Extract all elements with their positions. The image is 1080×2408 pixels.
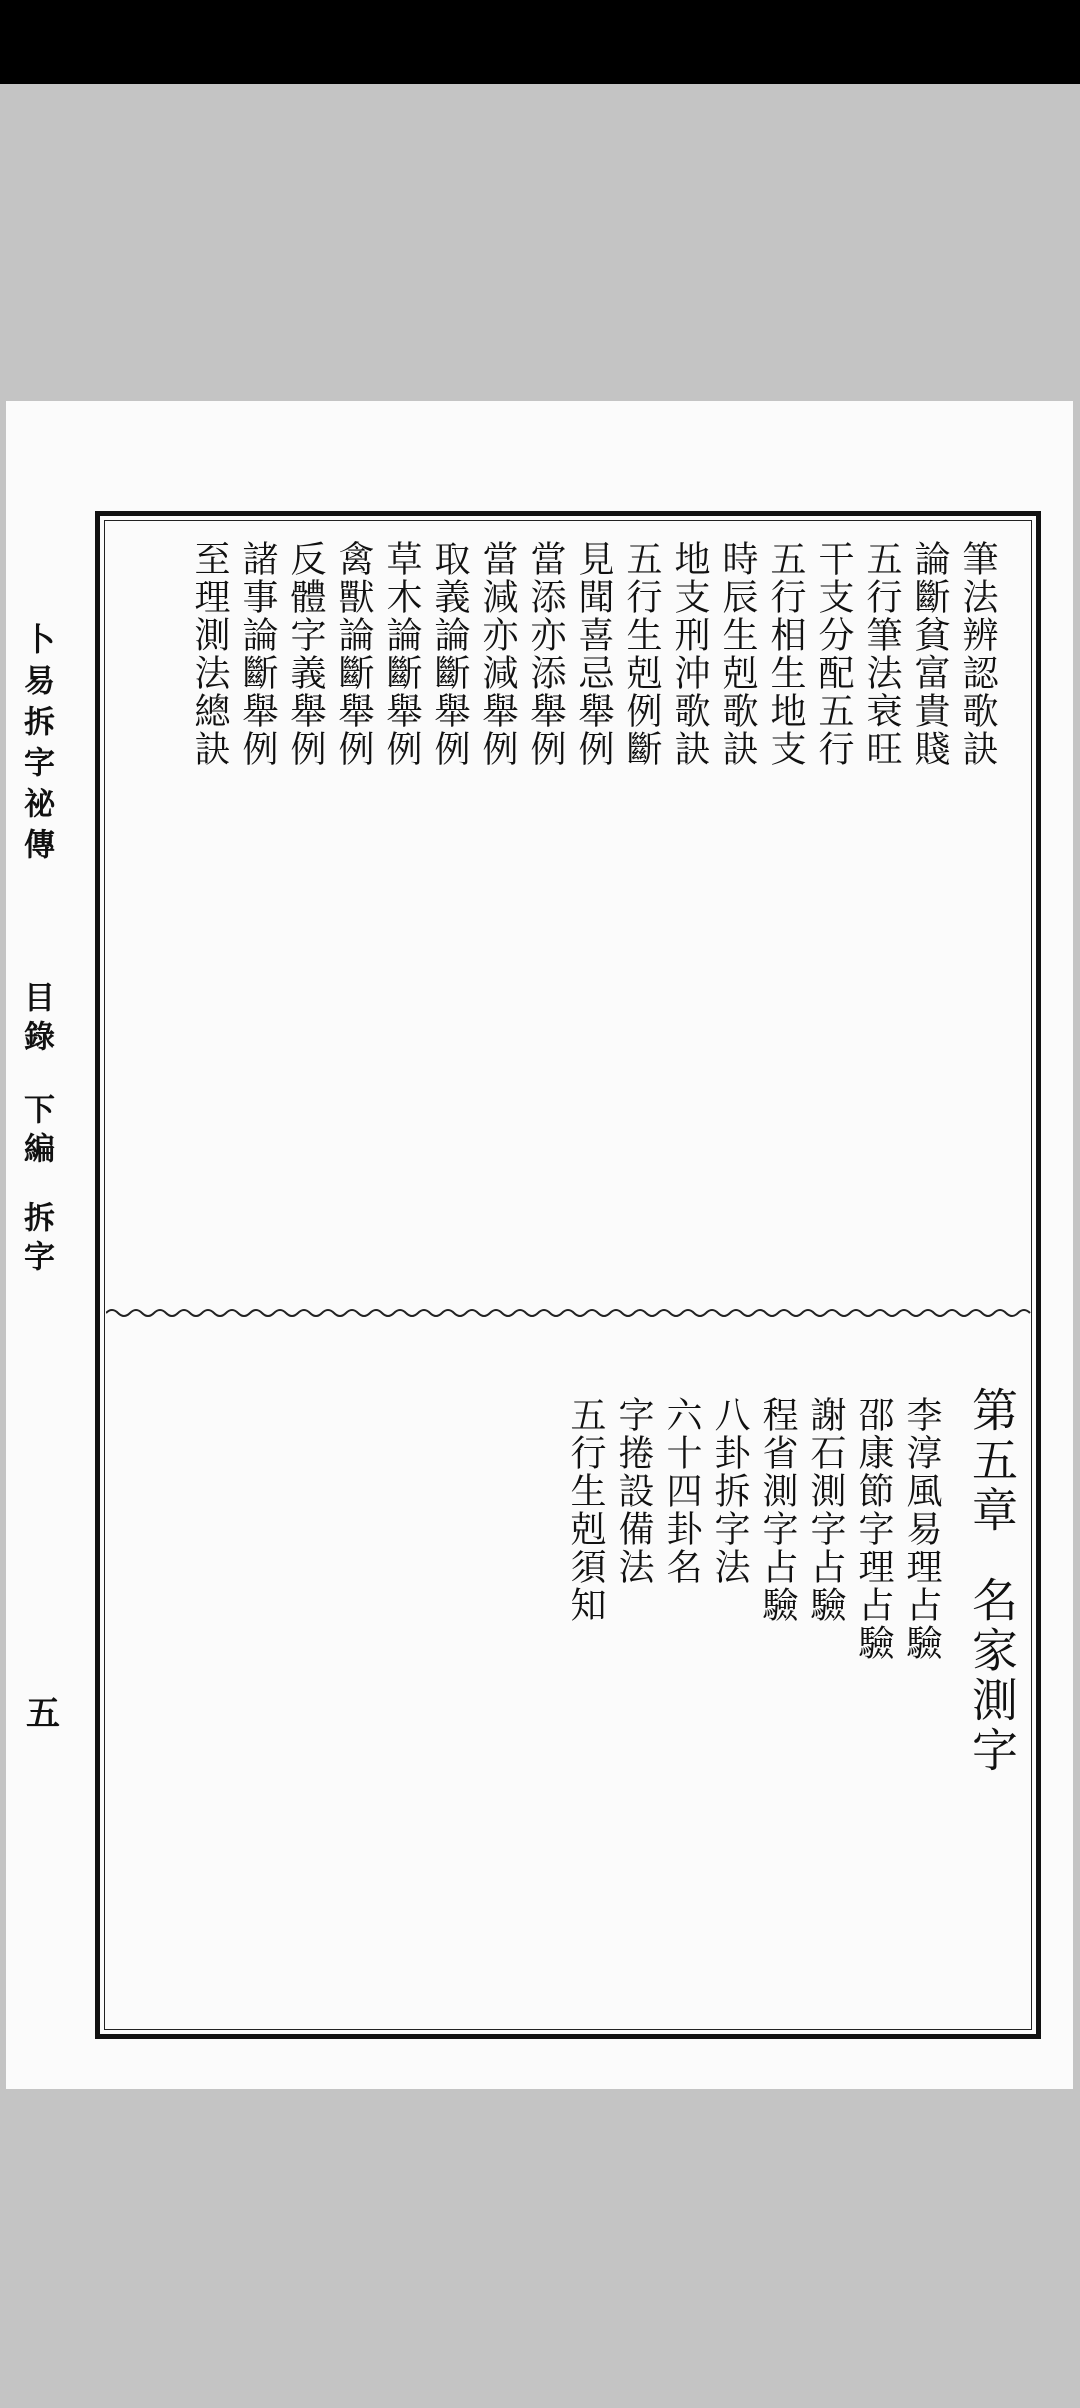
chapter-entry: 八卦拆字法 bbox=[709, 1396, 750, 1586]
toc-entry: 論斷貧富貴賤 bbox=[909, 540, 950, 768]
chapter-entry: 邵康節字理占驗 bbox=[853, 1396, 894, 1662]
chapter-entry: 李淳風易理占驗 bbox=[901, 1396, 942, 1662]
chapter-entry: 字捲設備法 bbox=[613, 1396, 654, 1586]
running-title-section: 目錄 bbox=[18, 981, 54, 1059]
book-page bbox=[6, 401, 1073, 2089]
page-number: 五 bbox=[26, 1694, 60, 1734]
toc-entry: 見聞喜忌舉例 bbox=[573, 540, 614, 768]
toc-entry: 干支分配五行 bbox=[813, 540, 854, 768]
toc-entry: 至理測法總訣 bbox=[189, 540, 230, 768]
chapter-entry: 六十四卦名 bbox=[661, 1396, 702, 1586]
chapter-entry: 程省測字占驗 bbox=[757, 1396, 798, 1624]
toc-entry: 時辰生剋歌訣 bbox=[717, 540, 758, 768]
toc-entry: 地支刑沖歌訣 bbox=[669, 540, 710, 768]
toc-entry: 筆法辨認歌訣 bbox=[957, 540, 998, 768]
toc-entry: 禽獸論斷舉例 bbox=[333, 540, 374, 768]
toc-entry: 反體字義舉例 bbox=[285, 540, 326, 768]
toc-entry: 諸事論斷舉例 bbox=[237, 540, 278, 768]
toc-entry: 五行筆法衰旺 bbox=[861, 540, 902, 768]
content-frame bbox=[95, 511, 1041, 2039]
toc-entry: 五行生剋例斷 bbox=[621, 540, 662, 768]
toc-entry: 當減亦減舉例 bbox=[477, 540, 518, 768]
chapter-number: 第五章 bbox=[965, 1386, 1019, 1536]
running-title-topic: 拆字 bbox=[18, 1201, 54, 1279]
chapter-entry: 謝石測字占驗 bbox=[805, 1396, 846, 1624]
top-black-bar bbox=[0, 0, 1080, 84]
toc-entry: 取義論斷舉例 bbox=[429, 540, 470, 768]
chapter-title: 名家測字 bbox=[965, 1576, 1019, 1776]
chapter-entry: 五行生剋須知 bbox=[565, 1396, 606, 1624]
wavy-divider bbox=[106, 1306, 1034, 1320]
toc-entry: 五行相生地支 bbox=[765, 540, 806, 768]
toc-entry: 當添亦添舉例 bbox=[525, 540, 566, 768]
running-title-part: 下編 bbox=[18, 1093, 54, 1171]
toc-entry: 草木論斷舉例 bbox=[381, 540, 422, 768]
running-title-book: 卜易拆字祕傳 bbox=[18, 623, 54, 869]
